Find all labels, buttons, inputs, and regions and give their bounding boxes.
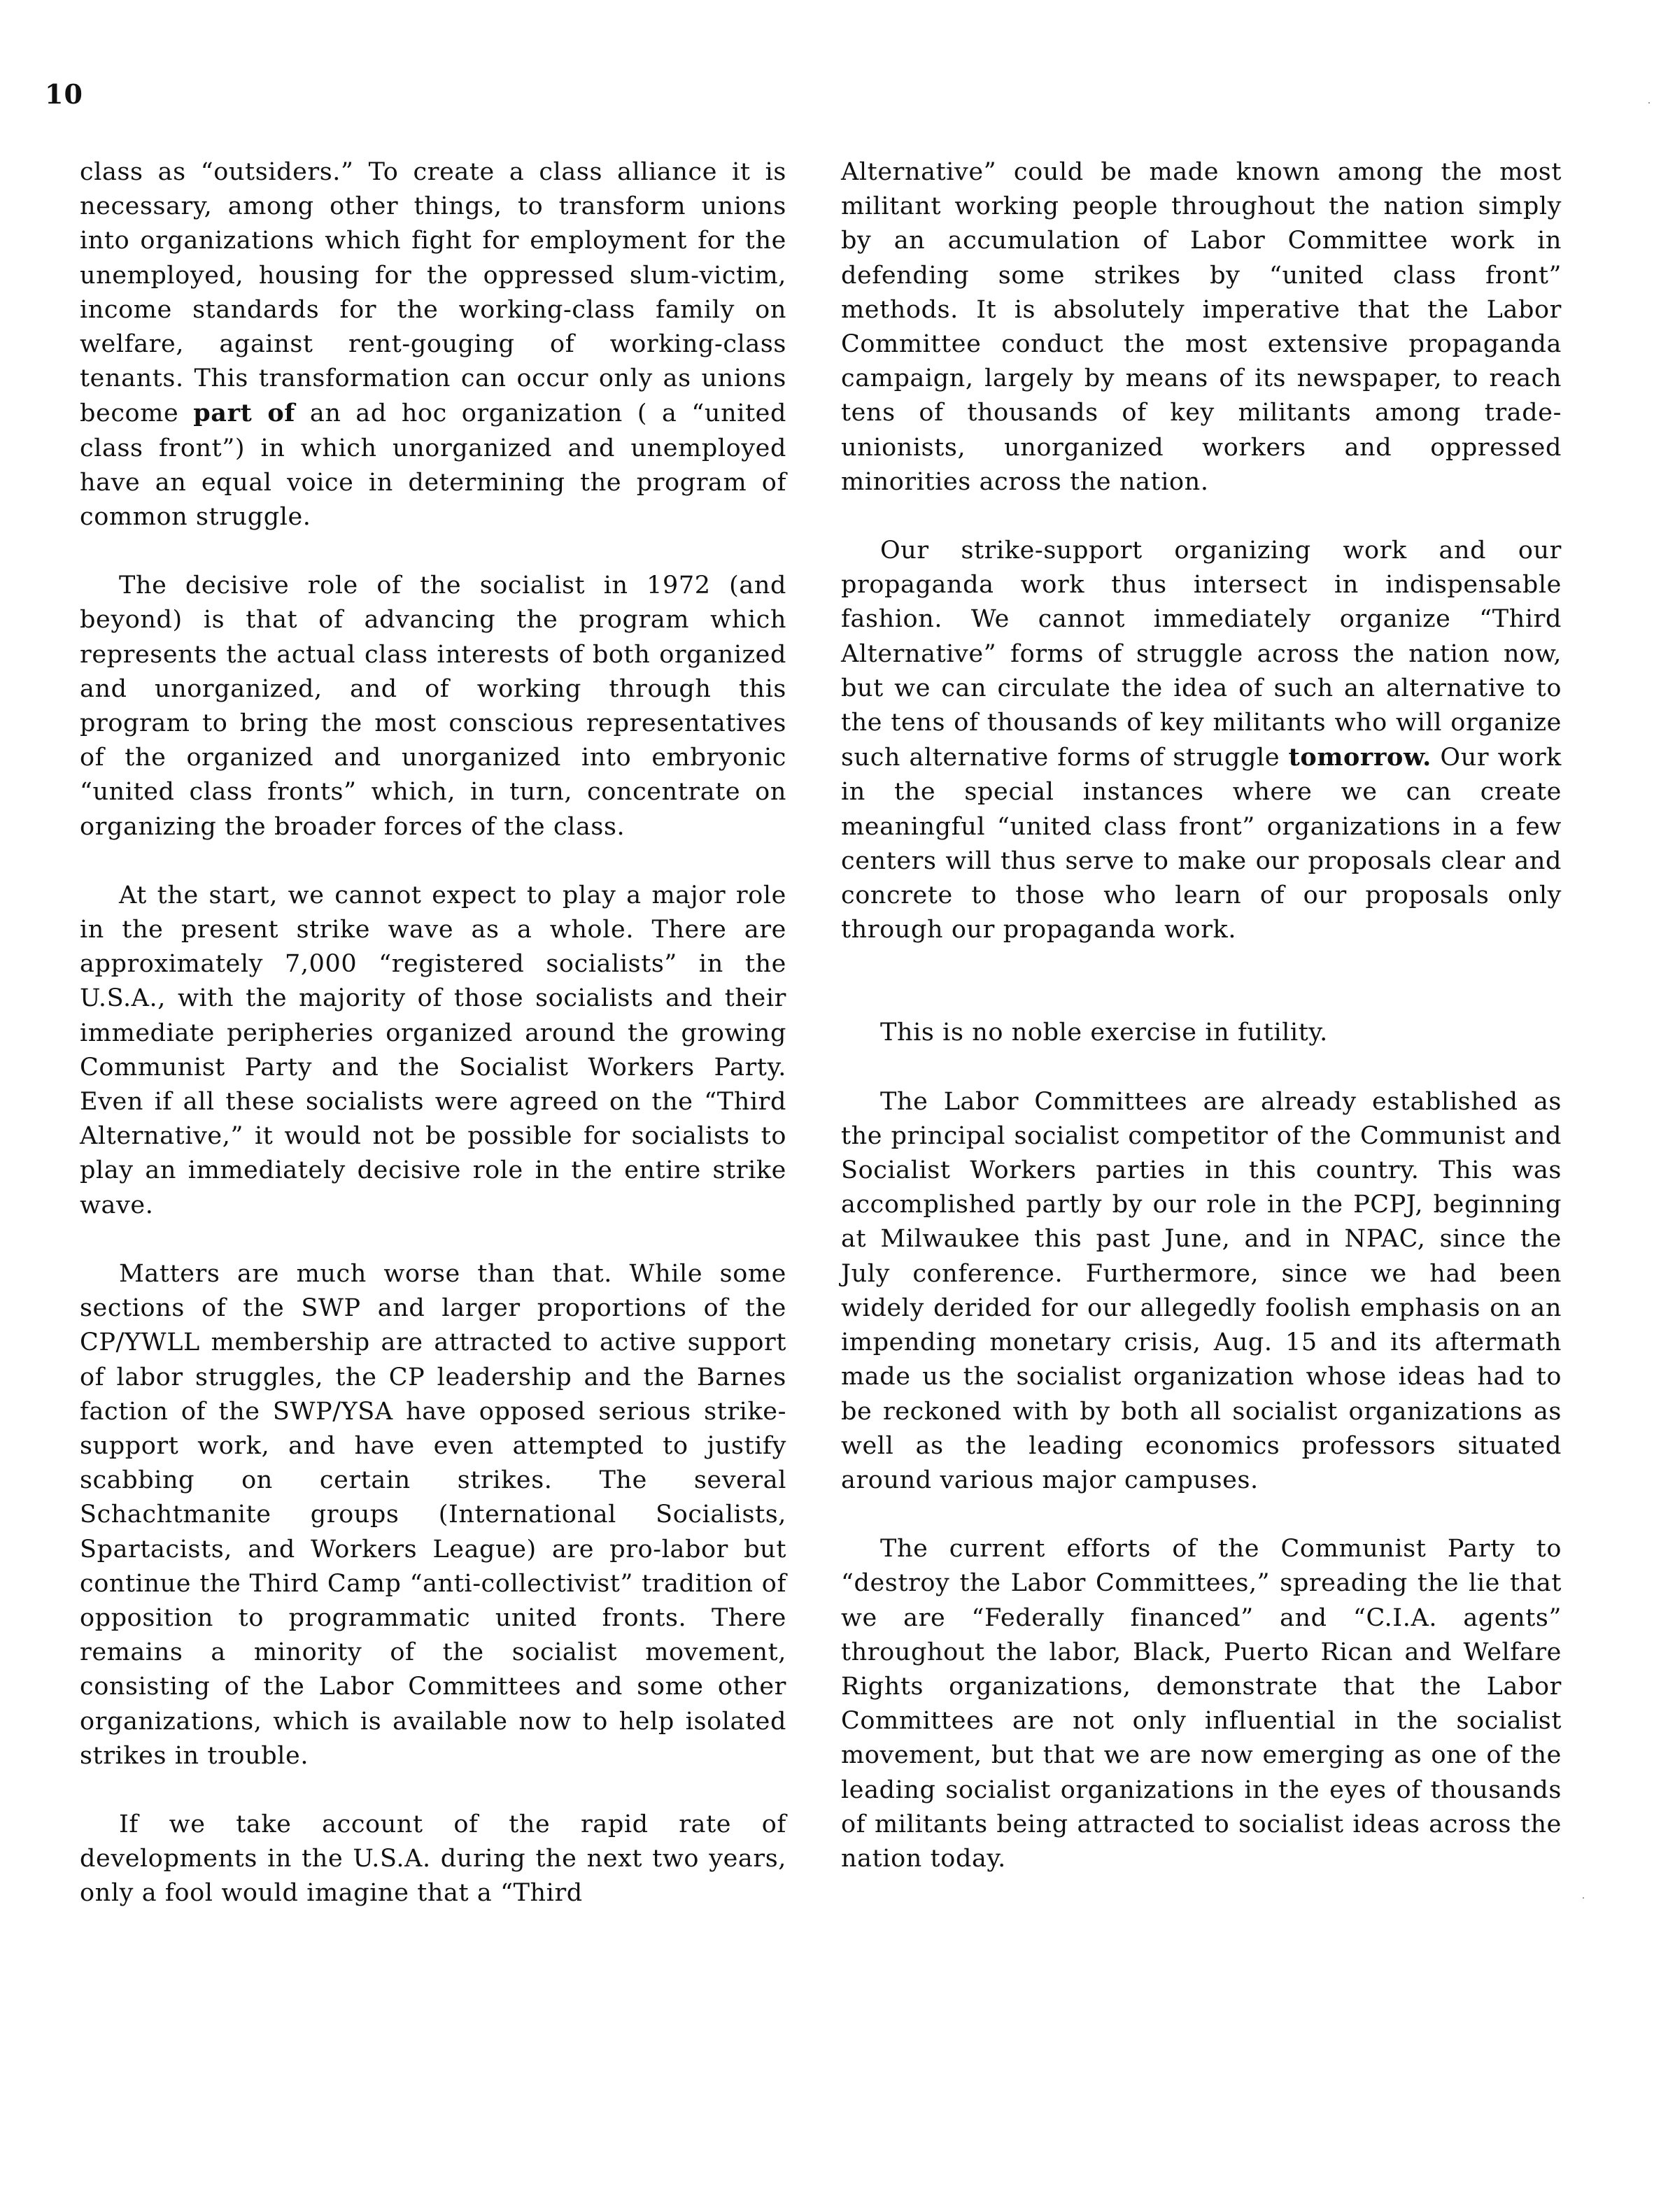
paragraph-text: Our strike-support organizing work and our propaganda work thus intersect in indispensable fashion. We cannot immediately organize “Third Alternative” forms of struggle across the nation now, but we can circulate the idea of such an alternative to the tens of thousands of key militants who will organize such alternative forms of struggle [841,537,1562,772]
page-number: 10 [45,78,83,110]
paragraph-rapid-rate: If we take account of the rapid rate of developments in the U.S.A. during the next two years, only a fool would imagine that a “Third [80,1810,786,1908]
emphasis-text: tomorrow. [1288,743,1432,772]
scan-speck [1648,102,1650,104]
paragraph-no-noble-exercise: This is no noble exercise in futility. [880,1019,1328,1047]
left-column [80,155,786,1945]
paragraph-third-alternative: Alternative” could be made known among the most militant working people throughout the nation simply by an accumulation of Labor Committee work in defending some strikes by “united class front” methods. It is absolutely imperative that the Labor Committee conduct the most extensive propaganda campaign, largely by means of its newspaper, to reach tens of thousands of key militants among trade-unionists, unorganized workers and oppressed minorities across the nation. [841,158,1562,496]
paragraph-text: Our work in the special instances where we can create meaningful “united class front” organizations in a few centers will thus serve to make our proposals clear and concrete to those who learn of our proposals only through our propaganda work. [841,744,1562,944]
paragraph-outsiders [80,155,786,534]
paragraph-matters-worse: Matters are much worse than that. While some sections of the SWP and larger proportions of the CP/YWLL membership are attracted to active support of labor struggles, the CP leadership and the Barnes faction of the SWP/YSA have opposed serious strike-support work, and have even attempted to justify scabbing on certain strikes. The several Schachtmanite groups (International Socialists, Spartacists, and Workers League) are pro-labor but continue the Third Camp “anti-collectivist” tradition of opposition to programmatic united fronts. There remains a minority of the socialist movement, consisting of the Labor Committees and some other organizations, which is available now to help isolated strikes in trouble. [80,1259,786,1770]
paragraph-strike-support [841,534,1562,947]
paragraph-text: an ad hoc organization ( a “united class front”) in which unorganized and unemployed have an equal voice in determining the program of common struggle. [80,399,786,532]
paragraph-decisive-role: The decisive role of the socialist in 1972 (and beyond) is that of advancing the program which represents the actual class interests of both organized and unorganized, and of working through this program to bring the most conscious representatives of the organized and unorganized into embryonic “united class fronts” which, in turn, concentrate on organizing the broader forces of the class. [80,572,786,841]
right-column [841,155,1562,1910]
paragraph-at-the-start: At the start, we cannot expect to play a major role in the present strike wave as a whole. There are approximately 7,000 “registered socialists” in the U.S.A., with the majority of those socialists and their immediate peripheries organized around the growing Communist Party and the Socialist Workers Party. Even if all these socialists were agreed on the “Third Alternative,” it would not be possible for socialists to play an immediately decisive role in the entire strike wave. [80,881,786,1219]
paragraph-current-efforts: The current efforts of the Communist Party to “destroy the Labor Committees,” spreading the lie that we are “Federally financed” and “C.I.A. agents” throughout the labor, Black, Puerto Rican and Welfare Rights organizations, demonstrate that the Labor Committees are not only influential in the socialist movement, but that we are now emerging as one of the leading socialist organizations in the eyes of thousands of militants being attracted to socialist ideas across the nation today. [841,1535,1562,1873]
paragraph-text: class as “outsiders.” To create a class alliance it is necessary, among other things, to transform unions into organizations which fight for employment for the unemployed, housing for the oppressed slum-victim, income standards for the working-class family on welfare, against rent-gouging of working-class tenants. This transformation can occur only as unions become [80,158,786,428]
scan-speck [1583,1897,1584,1899]
emphasis-text: part of [193,399,295,428]
paragraph-labor-committees-established: The Labor Committees are already established as the principal socialist competitor of the Communist and Socialist Workers parties in this country. This was accomplished partly by our role in the PCPJ, beginning at Milwaukee this past June, and in NPAC, since the July conference. Furthermore, since we had been widely derided for our allegedly foolish emphasis on an impending monetary crisis, Aug. 15 and its aftermath made us the socialist organization whose ideas had to be reckoned with by both all socialist organizations as well as the leading economics professors situated around various major campuses. [841,1087,1562,1494]
